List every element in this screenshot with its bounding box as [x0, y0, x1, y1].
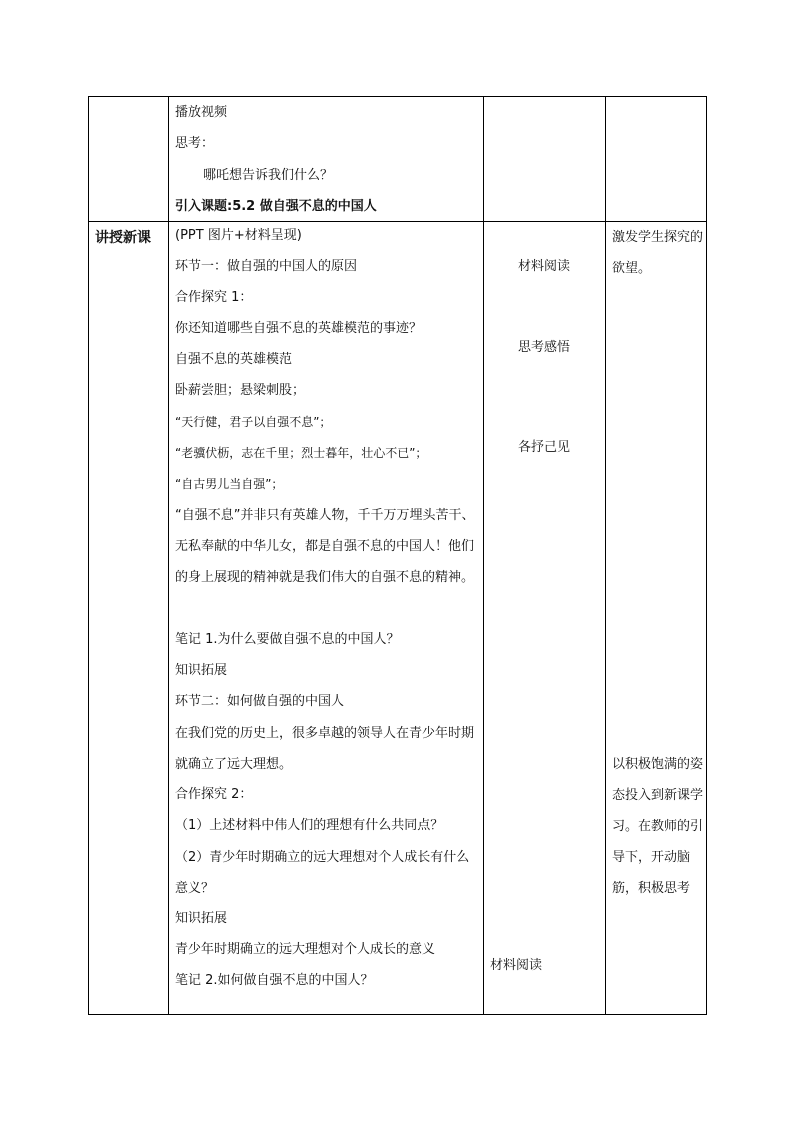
content-line: 知识拓展	[175, 911, 228, 926]
content-cell	[169, 97, 484, 222]
content-line: 思考：	[175, 136, 215, 151]
content-line: 播放视频	[175, 105, 228, 120]
content-line: 环节二：如何做自强的中国人	[175, 694, 345, 709]
content-cell	[169, 222, 484, 1015]
content-paragraph: “自强不息”并非只有英雄人物，千千万万埋头苦干、无私奉献的中华儿女，都是自强不息的中国人！他们的身上展现的精神就是我们伟大的自强不息的精神。	[175, 508, 475, 585]
content-line: 哪吒想告诉我们什么？	[203, 168, 334, 183]
activity-cell	[484, 97, 606, 222]
content-line: 知识拓展	[175, 663, 228, 678]
content-line: 合作探究 1：	[175, 290, 253, 305]
table-row	[89, 222, 707, 1015]
content-line: （1）上述材料中伟人们的理想有什么共同点？	[175, 818, 444, 833]
content-line: “老骥伏枥，志在千里；烈士暮年，壮心不已”；	[175, 446, 428, 460]
table-row	[89, 97, 707, 222]
content-line: 自强不息的英雄模范	[175, 352, 293, 367]
content-line: 青少年时期确立的远大理想对个人成长的意义	[175, 942, 436, 957]
section-cell	[89, 97, 169, 222]
content-line: (PPT 图片+材料呈现)	[175, 228, 302, 243]
content-line: 你还知道哪些自强不息的英雄模范的事迹？	[175, 321, 423, 336]
intent-cell	[606, 222, 707, 1015]
lesson-plan-table	[88, 96, 707, 1015]
content-line: 环节一：做自强的中国人的原因	[175, 259, 358, 274]
content-paragraph: （2）青少年时期确立的远大理想对个人成长有什么意义？	[175, 850, 470, 896]
section-cell	[89, 222, 169, 1015]
content-line: 笔记 1.为什么要做自强不息的中国人？	[175, 632, 400, 647]
content-line: 卧薪尝胆；悬梁刺股；	[175, 383, 306, 398]
content-line: 合作探究 2：	[175, 787, 253, 802]
content-line: “自古男儿当自强”；	[175, 477, 284, 491]
content-paragraph: 在我们党的历史上，很多卓越的领导人在青少年时期就确立了远大理想。	[175, 726, 475, 772]
content-line: “天行健，君子以自强不息”；	[175, 415, 332, 429]
section-title: 讲授新课	[95, 230, 151, 246]
intent-text: 以积极饱满的姿态投入到新课学习。在教师的引导下，开动脑筋，积极思考	[612, 757, 704, 896]
intent-cell	[606, 97, 707, 222]
activity-label: 材料阅读	[490, 958, 543, 973]
content-line: 笔记 2.如何做自强不息的中国人？	[175, 973, 374, 988]
activity-label: 材料阅读	[518, 259, 571, 274]
activity-cell	[484, 222, 606, 1015]
lesson-topic: 引入课题:5.2 做自强不息的中国人	[175, 199, 377, 214]
activity-label: 思考感悟	[518, 340, 571, 355]
activity-label: 各抒己见	[518, 440, 571, 455]
intent-text: 激发学生探究的欲望。	[612, 230, 704, 276]
